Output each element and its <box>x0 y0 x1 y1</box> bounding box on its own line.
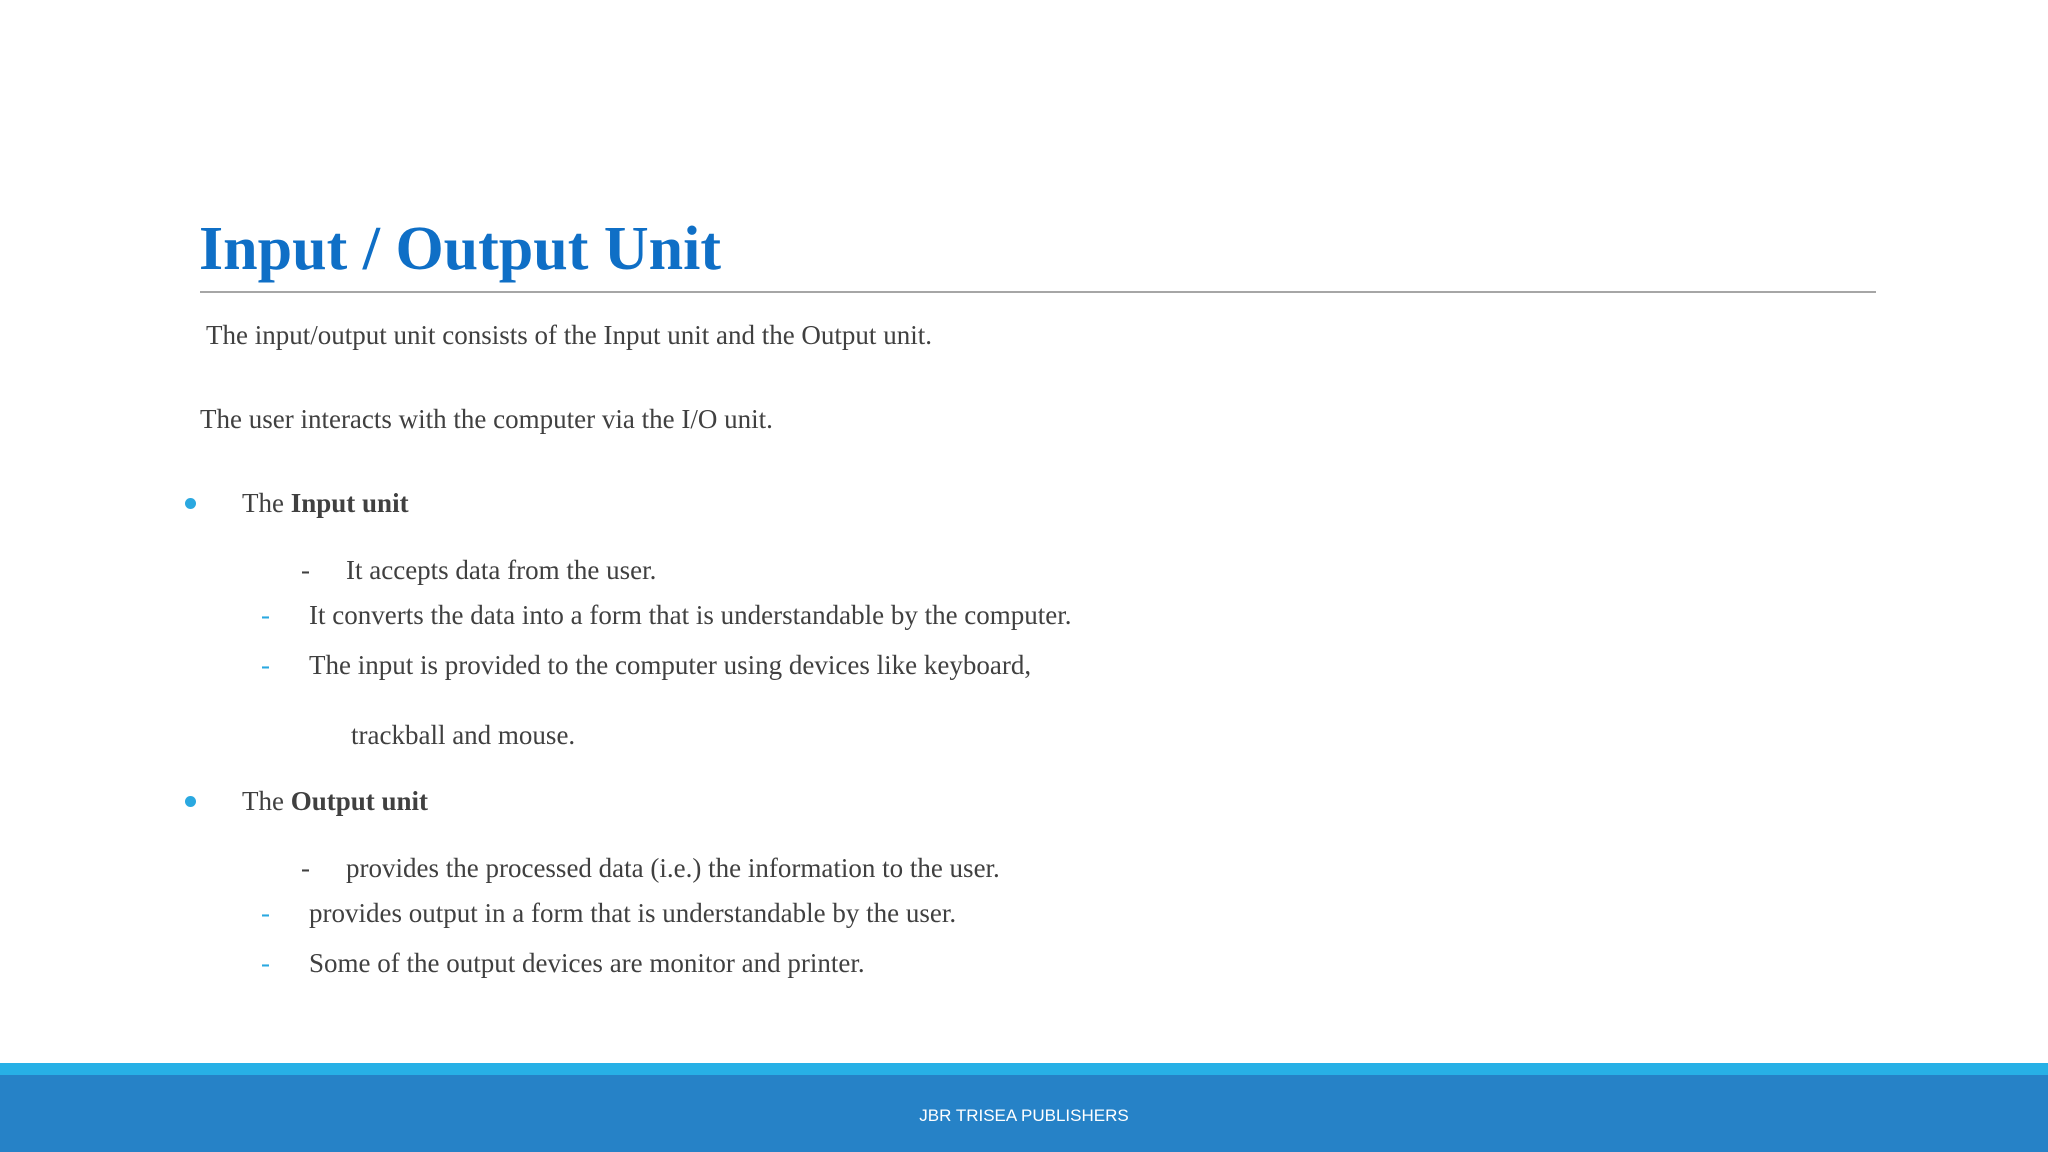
input-item-1: It accepts data from the user. <box>346 555 657 585</box>
intro-paragraph: The input/output unit consists of the Input unit and the Output unit. <box>206 320 932 350</box>
dash-icon: - <box>261 600 270 630</box>
interaction-paragraph: The user interacts with the computer via the I/O unit. <box>200 404 773 434</box>
output-item-2: provides output in a form that is understandable by the user. <box>309 898 957 928</box>
output-unit-prefix: The <box>242 786 291 816</box>
dash-icon: - <box>301 853 310 883</box>
dash-icon: - <box>301 555 310 585</box>
input-item-3-continuation: trackball and mouse. <box>351 720 576 750</box>
bullet-icon <box>185 796 196 807</box>
bullet-icon <box>185 498 196 509</box>
slide-title: Input / Output Unit <box>199 215 722 283</box>
dash-icon: - <box>261 898 270 928</box>
footer-publisher-text: JBR TRISEA PUBLISHERS <box>919 1106 1129 1125</box>
output-item-3: Some of the output devices are monitor and printer. <box>309 948 865 978</box>
output-item-1: provides the processed data (i.e.) the information to the user. <box>346 853 1000 883</box>
input-unit-heading <box>242 486 409 520</box>
dash-icon: - <box>261 948 270 978</box>
output-unit-label: Output unit <box>290 786 429 816</box>
input-item-3: The input is provided to the computer using devices like keyboard, <box>309 650 1032 680</box>
output-unit-heading <box>242 784 428 818</box>
title-divider <box>200 291 1876 293</box>
input-unit-label: Input unit <box>290 488 409 518</box>
dash-icon: - <box>261 650 270 680</box>
footer-accent-stripe <box>0 1063 2048 1075</box>
input-unit-prefix: The <box>242 488 291 518</box>
input-item-2: It converts the data into a form that is understandable by the computer. <box>309 600 1072 630</box>
